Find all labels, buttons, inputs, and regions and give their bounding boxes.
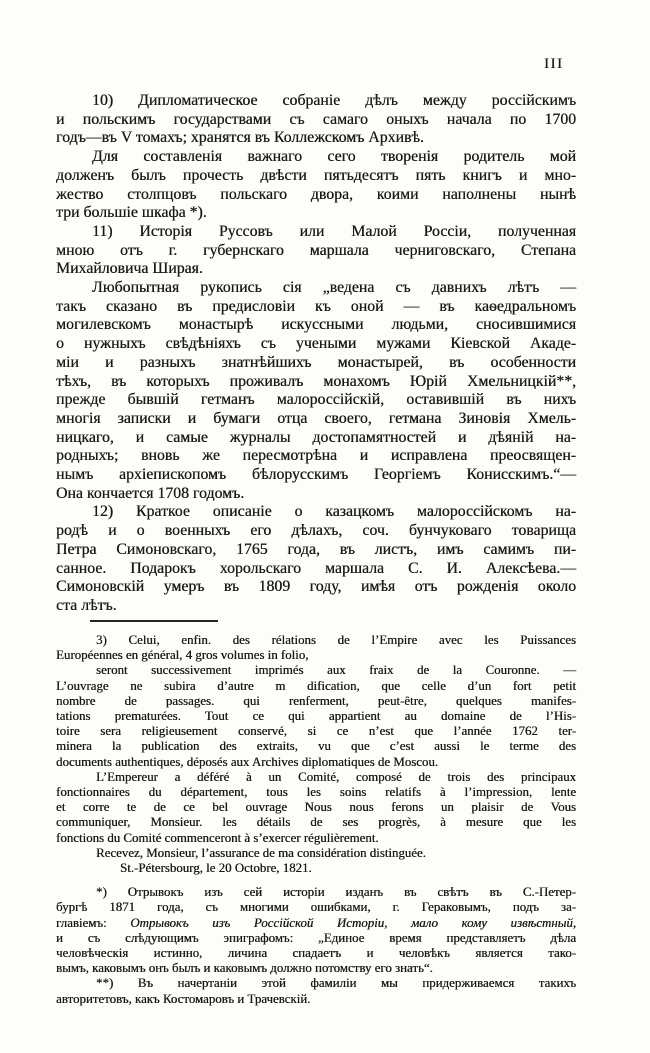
main-text-paragraph (56, 279, 576, 503)
text-segment: жество столпцовъ польскаго двора, коими наполнены нынѣ (56, 185, 576, 203)
text-segment: *) Отрывокъ изъ сей исторіи изданъ въ свѣтъ въ С.-Петер- (96, 885, 576, 900)
footnote-line (56, 755, 576, 770)
footnote-line (56, 663, 576, 678)
main-text-line (56, 354, 576, 373)
text-segment: Recevez, Monsieur, l’assurance de ma considération distinguée. (96, 845, 426, 860)
text-segment: авторитетовъ, какъ Костомаровъ и Трачевскій. (56, 991, 311, 1006)
text-segment: L’ouvrage ne subira d’autre m dification, que celle d’un fort petit (56, 678, 576, 693)
footnote-line (56, 946, 576, 961)
main-text-paragraph (56, 503, 576, 615)
text-segment: вымъ, каковымъ онъ былъ и каковымъ должно потомству его знать“. (56, 961, 433, 976)
footnote-line (56, 885, 576, 900)
text-segment: fonctionnaires du département, tous les soins relatifs à l’impression, lente (56, 785, 576, 800)
text-segment: L’Empereur a déféré à un Comité, composé de trois des principaux (96, 769, 576, 784)
footnote-line (56, 931, 576, 946)
text-segment: toire sera religieusement conservé, si ce n’est que l’année 1762 ter- (56, 724, 576, 739)
text-segment: нымъ архіепископомъ бѣлорусскимъ Георгіемъ Конисскимъ.“— (56, 466, 576, 484)
text-segment: прежде бывшій гетманъ малороссійскій, оставившій въ нихъ (56, 391, 576, 409)
text-segment: главіемъ: (56, 915, 131, 930)
footnote-paragraph (56, 770, 576, 846)
main-text-line (56, 560, 576, 579)
text-segment: et corre te de ce bel ouvrage Nous nous ferons un plaisir de Vous (56, 800, 576, 815)
text-segment: St.-Pétersbourg, le 20 Octobre, 1821. (120, 861, 312, 876)
footnote-paragraph (56, 663, 576, 769)
main-text-paragraph (56, 223, 576, 279)
text-segment: nombre de passages. qui renferment, peut-être, quelques manifes- (56, 693, 576, 708)
footnote-paragraph (56, 633, 576, 663)
text-segment: 3) Celui, enfin. des rélations de l’Empire avec les Puissances (96, 633, 576, 647)
main-text-line (56, 260, 576, 279)
footnote-line (56, 694, 576, 709)
text-segment: Симоновскій умеръ въ 1809 году, имѣя отъ рожденія около (56, 578, 576, 596)
page-number: III (544, 56, 564, 72)
text-segment: санное. Подарокъ хорольскаго маршала С. И. Алексѣева.— (56, 559, 576, 577)
text-segment: человѣческія истинно, личина спадаетъ и человѣкъ является тако- (56, 946, 576, 961)
text-segment: Петра Симоновскаго, 1765 года, въ листъ, имъ самимъ пи- (56, 540, 576, 558)
footnote-line (56, 679, 576, 694)
footnote-paragraph (56, 861, 576, 876)
footnote-line (56, 861, 576, 876)
text-segment: documents authentiques, déposés aux Archives diplomatiques de Moscou. (56, 754, 438, 769)
text-segment: ницкаго, и самые журналы достопамятностей и дѣяній на- (56, 428, 576, 446)
main-text-line (56, 92, 576, 111)
footnote-line (56, 785, 576, 800)
text-segment: многія записки и бумаги отца своего, гетмана Зиновія Хмель- (56, 409, 576, 427)
footnote-line (56, 648, 576, 663)
footnote-separator (90, 620, 218, 622)
main-text-line (56, 298, 576, 317)
text-segment: fonctions du Comité commenceront à s’exercer régulièrement. (56, 830, 379, 845)
text-segment: seront successivement imprimés aux fraix de la Couronne. — (96, 663, 576, 678)
text-segment: и польскимъ государствами съ самаго оныхъ начала по 1700 (56, 110, 576, 128)
main-text-line (56, 223, 576, 242)
footnote-line (56, 992, 576, 1007)
text-segment: долженъ былъ прочесть двѣсти пятьдесятъ пять книгъ и мно- (56, 166, 576, 184)
footnote-line (56, 724, 576, 739)
main-text-line (56, 410, 576, 429)
main-text-paragraph (56, 148, 576, 223)
main-text-line (56, 148, 576, 167)
main-text-line (56, 373, 576, 392)
main-text-line (56, 541, 576, 560)
main-text-line (56, 111, 576, 130)
main-text (56, 92, 576, 616)
main-text-line (56, 167, 576, 186)
text-segment: 12) Краткое описаніе о казацкомъ малороссійскомъ на- (92, 503, 576, 521)
footnote-line (56, 739, 576, 754)
main-text-line (56, 186, 576, 205)
footnote-line (56, 916, 576, 931)
text-segment: tations prematurées. Tout ce qui appartient au domaine de l’His- (56, 709, 576, 724)
text-segment: minera la publication des extraits, vu que c’est aussi le terme des (56, 739, 576, 754)
text-segment: тѣхъ, въ которыхъ проживалъ монахомъ Юрій Хмельницкій**, (56, 372, 576, 390)
footnotes (56, 633, 576, 1007)
main-text-line (56, 391, 576, 410)
footnote-paragraph (56, 976, 576, 1006)
text-segment: родныхъ; вновь же пересмотрѣна и исправлена преосвящен- (56, 447, 576, 465)
text-segment: могилевскомъ монастырѣ искуссными людьми, сносившимися (56, 316, 576, 334)
text-segment: Для составленія важнаго сего творенія родитель мой (92, 148, 576, 166)
text-segment: такъ сказано въ предисловіи къ оной — въ каѳедральномъ (56, 297, 576, 315)
text-segment: **) Въ начертаніи этой фамиліи мы придерживаемся такихъ (96, 976, 576, 991)
main-text-line (56, 447, 576, 466)
main-text-line (56, 129, 576, 148)
text-segment: и съ слѣдующимъ эпиграфомъ: „Единое время представляетъ дѣла (56, 930, 576, 945)
text-segment: годъ—въ V томахъ; хранятся въ Коллежскомъ Архивѣ. (56, 129, 424, 147)
footnote-line (56, 770, 576, 785)
main-text-line (56, 466, 576, 485)
main-text-line (56, 485, 576, 504)
main-text-line (56, 503, 576, 522)
main-text-line (56, 597, 576, 616)
footnote-line (56, 815, 576, 830)
main-text-line (56, 522, 576, 541)
text-segment: 10) Дипломатическое собраніе дѣлъ между россійскимъ (92, 92, 576, 109)
main-text-line (56, 279, 576, 298)
footnote-line (56, 846, 576, 861)
footnote-paragraph (56, 885, 576, 976)
text-segment: Européennes en général, 4 gros volumes in folio, (56, 648, 309, 663)
main-text-line (56, 578, 576, 597)
main-text-line (56, 316, 576, 335)
text-segment: о нужныхъ свѣдѣніяхъ съ учеными мужами Кіевской Акаде- (56, 335, 576, 353)
text-segment: бургѣ 1871 года, съ многими ошибками, г. Гераковымъ, подъ за- (56, 900, 576, 915)
text-segment: мною отъ г. губернскаго маршала черниговскаго, Степана (56, 241, 576, 259)
italic-text: Отрывокъ изъ Россійской Исторіи, мало кому извѣстный, (130, 915, 576, 930)
main-text-line (56, 335, 576, 354)
footnote-line (56, 800, 576, 815)
footnote-line (56, 900, 576, 915)
text-segment: Любопытная рукопись сія „ведена съ давнихъ лѣтъ — (92, 279, 576, 297)
footnote-line (56, 831, 576, 846)
main-text-line (56, 429, 576, 448)
footnote-line (56, 633, 576, 648)
footnote-line (56, 961, 576, 976)
text-segment: Михайловича Ширая. (56, 260, 203, 278)
text-segment: 11) Исторія Руссовъ или Малой Россіи, полученная (92, 222, 576, 240)
text-segment: родѣ и о военныхъ его дѣлахъ, соч. бунчуковаго товарища (56, 522, 576, 540)
footnote-line (56, 976, 576, 991)
main-text-paragraph (56, 92, 576, 148)
text-segment: Она кончается 1708 годомъ. (56, 484, 245, 502)
footnote-paragraph (56, 846, 576, 861)
main-text-line (56, 242, 576, 261)
text-segment: три большіе шкафа *). (56, 204, 207, 222)
footnote-line (56, 709, 576, 724)
text-segment: communiquer, Monsieur. les détails de ses progrès, à mesure que les (56, 815, 576, 830)
main-text-line (56, 204, 576, 223)
text-segment: міи и разныхъ знатнѣйшихъ монастырей, въ особенности (56, 353, 576, 371)
text-segment: ста лѣтъ. (56, 596, 117, 614)
